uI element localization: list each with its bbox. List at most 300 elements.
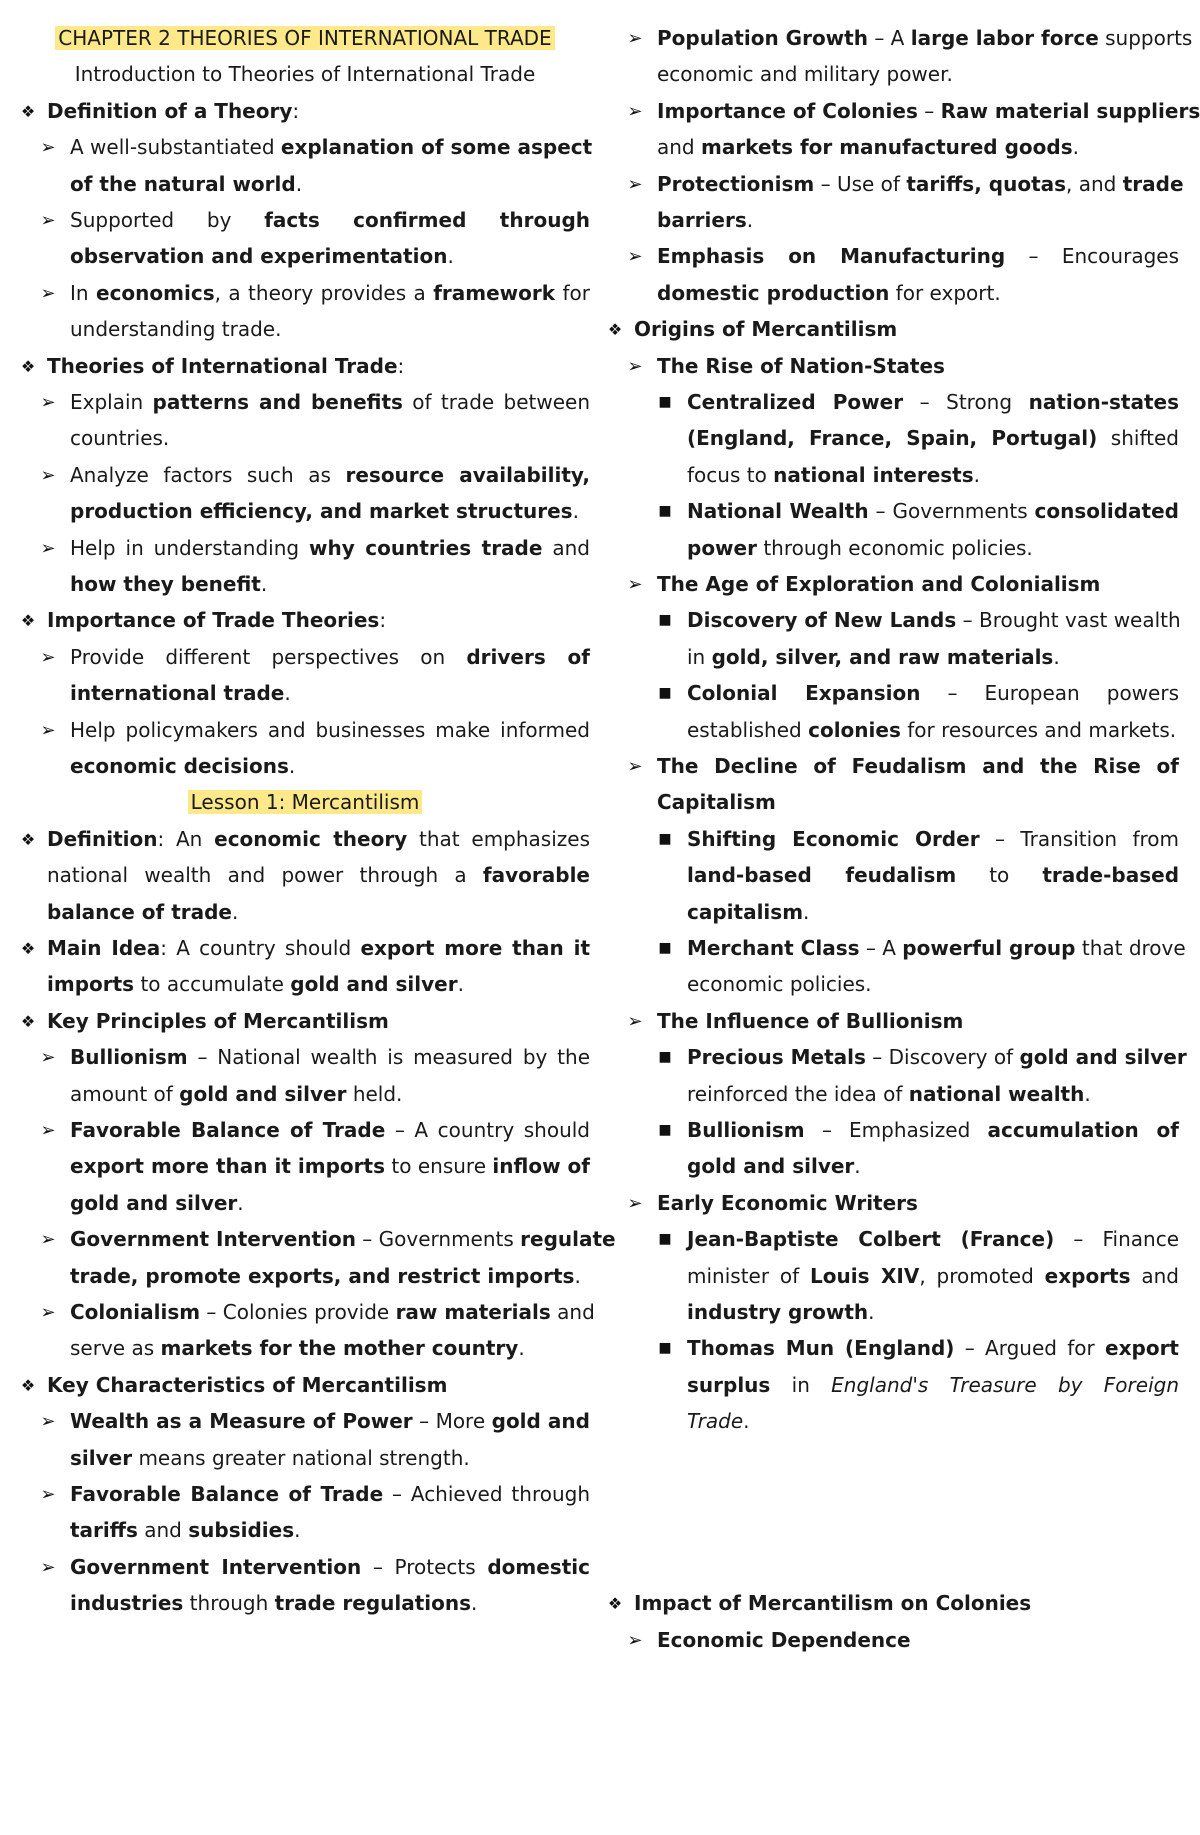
list-item <box>607 348 1179 385</box>
line-text <box>687 675 1179 712</box>
line-text <box>70 1440 590 1477</box>
arrow-bullet-icon: ➢ <box>40 392 56 413</box>
bold-text: inflow of <box>492 1154 590 1179</box>
text-run: to accumulate <box>134 972 291 997</box>
list-item <box>607 493 1179 530</box>
line-text <box>657 348 1179 385</box>
line-text <box>70 1549 590 1586</box>
text-run: – Use of <box>814 171 907 196</box>
bold-text: export <box>1105 1336 1179 1361</box>
bold-text: Capitalism <box>657 790 776 815</box>
bold-text: Importance of Colonies <box>657 98 918 123</box>
text-run: : A country should <box>160 936 361 960</box>
text-run: . <box>288 754 296 778</box>
list-item <box>607 1112 1179 1149</box>
text-run: . <box>471 1591 478 1616</box>
line-text <box>47 1367 590 1404</box>
list-item <box>607 1622 1179 1659</box>
line-text <box>687 530 1179 567</box>
line-text <box>70 384 590 421</box>
text-run: supports <box>1098 26 1193 50</box>
line-text <box>687 1221 1179 1258</box>
arrow-bullet-icon: ➢ <box>40 1229 56 1251</box>
line-text <box>687 1076 1179 1113</box>
list-item <box>20 275 590 312</box>
text-run: in <box>770 1372 832 1397</box>
list-item-continuation <box>607 129 1179 166</box>
bold-text: gold and silver <box>70 1190 238 1215</box>
line-text <box>47 857 590 894</box>
text-run: to ensure <box>384 1154 493 1179</box>
text-run: . <box>237 1190 244 1215</box>
list-item <box>607 566 1179 603</box>
bold-text: Wealth as a Measure of Power <box>70 1409 413 1434</box>
line-text <box>687 857 1179 894</box>
list-item-continuation <box>607 1258 1179 1295</box>
text-run: A well-substantiated <box>70 135 281 160</box>
text-run: . <box>294 1518 301 1543</box>
diamond-bullet-icon: ❖ <box>20 611 36 631</box>
arrow-bullet-icon: ➢ <box>40 1302 56 1323</box>
list-item-continuation <box>607 420 1179 457</box>
line-text <box>47 894 590 931</box>
list-item <box>20 202 590 239</box>
line-text <box>70 1258 590 1295</box>
bold-text: Economic Dependence <box>657 1627 911 1652</box>
italic-text: England's Treasure by Foreign <box>831 1372 1179 1397</box>
list-item-continuation <box>607 639 1179 676</box>
list-item <box>607 238 1179 275</box>
bold-text: gold and silver <box>1019 1045 1187 1070</box>
diamond-bullet-icon: ❖ <box>20 829 36 849</box>
bold-text: framework <box>433 280 556 305</box>
text-run: . <box>1053 644 1060 669</box>
bold-text: Main Idea <box>47 936 161 960</box>
line-text <box>687 602 1179 639</box>
bold-text: Favorable Balance of Trade <box>70 1482 384 1506</box>
bold-text: Emphasis on Manufacturing <box>657 244 1006 269</box>
square-bullet-icon: ■ <box>658 1231 672 1248</box>
bold-text: Protectionism <box>657 171 815 196</box>
bold-text: trade regulations <box>274 1591 472 1616</box>
list-item <box>20 384 590 421</box>
list-item <box>607 1221 1179 1258</box>
line-text <box>687 930 1186 967</box>
list-item <box>20 1549 590 1586</box>
text-run: : An <box>157 826 215 851</box>
bold-text: Definition <box>47 826 158 851</box>
text-run: , a theory provides a <box>214 280 434 305</box>
text-run: amount of <box>70 1081 180 1106</box>
list-item <box>607 748 1179 785</box>
diamond-bullet-icon: ❖ <box>20 1011 36 1031</box>
bold-text: raw materials <box>395 1300 551 1324</box>
list-item <box>607 1330 1179 1367</box>
list-item-continuation <box>607 275 1179 312</box>
line-text <box>657 784 1179 821</box>
bold-text: gold, silver, and raw materials <box>711 644 1054 669</box>
bold-text: The Decline of Feudalism and the Rise of <box>657 754 1179 778</box>
list-item <box>20 821 590 858</box>
text-run: reinforced the idea of <box>687 1081 909 1106</box>
text-run: and <box>1130 1263 1179 1288</box>
arrow-bullet-icon: ➢ <box>40 1411 56 1433</box>
arrow-bullet-icon: ➢ <box>40 282 56 304</box>
arrow-bullet-icon: ➢ <box>627 1010 643 1032</box>
arrow-bullet-icon: ➢ <box>627 100 643 122</box>
bold-text: resource availability, <box>345 462 590 487</box>
text-run: – A country should <box>385 1118 591 1142</box>
list-item <box>607 1003 1179 1040</box>
bold-text: Bullionism <box>687 1118 805 1142</box>
text-run: . <box>295 171 303 196</box>
text-run: . <box>447 244 454 269</box>
line-text <box>687 1403 1179 1440</box>
highlighted-heading <box>20 20 590 57</box>
line-text <box>70 1294 595 1331</box>
bold-text: Key Characteristics of Mercantilism <box>47 1372 448 1397</box>
list-item <box>20 1003 590 1040</box>
text-run: . <box>260 572 268 596</box>
text-run: and <box>542 535 590 560</box>
list-item <box>607 384 1179 421</box>
list-item-continuation <box>20 311 590 348</box>
text-run: Provide different perspectives on <box>70 644 467 669</box>
bold-text: silver <box>70 1445 133 1470</box>
line-text <box>70 566 590 603</box>
text-run: – A <box>867 26 911 50</box>
line-text <box>687 420 1179 457</box>
bold-text: Favorable Balance of Trade <box>70 1118 386 1142</box>
line-text <box>687 1367 1179 1404</box>
text-run: – Emphasized <box>804 1118 988 1142</box>
text-run: – Governments <box>355 1227 521 1252</box>
bold-text: land-based feudalism <box>687 863 957 888</box>
arrow-bullet-icon: ➢ <box>40 1120 56 1141</box>
list-item <box>20 639 590 676</box>
bold-text: Population Growth <box>657 26 868 50</box>
text-run: Lesson 1: Mercantilism <box>188 790 423 814</box>
text-run: – Achieved through <box>383 1482 591 1506</box>
text-run: CHAPTER 2 THEORIES OF INTERNATIONAL TRADE <box>55 26 554 50</box>
bold-text: The Influence of Bullionism <box>657 1008 964 1033</box>
square-bullet-icon: ■ <box>658 394 672 410</box>
arrow-bullet-icon: ➢ <box>40 137 56 159</box>
list-item <box>20 1367 590 1404</box>
bold-text: export more than it imports <box>70 1154 385 1179</box>
bold-text: economics <box>96 280 215 305</box>
text-run: . <box>284 681 291 706</box>
text-run: means greater national strength. <box>132 1445 470 1470</box>
line-text <box>70 712 590 749</box>
bold-text: Colonialism <box>70 1300 201 1324</box>
bold-text: Theories of International Trade <box>47 353 398 378</box>
list-item <box>607 20 1193 57</box>
square-bullet-icon: ■ <box>658 940 672 956</box>
line-text <box>70 1403 590 1440</box>
line-text <box>70 311 590 348</box>
list-item <box>20 348 590 385</box>
line-text <box>657 238 1179 275</box>
line-text <box>70 1185 590 1222</box>
text-run: . <box>1072 135 1079 160</box>
list-item-continuation <box>20 857 590 894</box>
line-text <box>687 639 1179 676</box>
text-run: . <box>1084 1081 1091 1106</box>
bold-text: (England, France, Spain, Portugal) <box>687 426 1098 451</box>
list-item <box>607 602 1179 639</box>
text-run: focus to <box>687 462 774 487</box>
line-text <box>657 275 1179 312</box>
list-item-continuation <box>20 1512 590 1549</box>
bold-text: domestic <box>487 1554 590 1579</box>
line-text <box>70 1476 590 1513</box>
arrow-bullet-icon: ➢ <box>627 355 643 377</box>
bold-text: tariffs, quotas <box>906 171 1067 196</box>
bold-text: Impact of Mercantilism on Colonies <box>634 1591 1032 1616</box>
bold-text: nation-states <box>1028 390 1180 414</box>
arrow-bullet-icon: ➢ <box>40 646 56 668</box>
list-item-continuation <box>20 1330 590 1367</box>
line-text <box>687 1330 1179 1367</box>
arrow-bullet-icon: ➢ <box>40 719 56 741</box>
text-run: . <box>457 972 464 997</box>
text-run: – Argued for <box>954 1336 1106 1361</box>
bold-text: power <box>687 535 757 560</box>
square-bullet-icon: ■ <box>658 503 672 520</box>
text-run: , promoted <box>919 1263 1045 1288</box>
bold-text: large labor force <box>910 26 1099 50</box>
list-item-continuation <box>20 966 590 1003</box>
bold-text: production efficiency, and market structures <box>70 499 573 524</box>
text-run: shifted <box>1097 426 1179 451</box>
arrow-bullet-icon: ➢ <box>627 246 643 268</box>
bold-text: Government Intervention <box>70 1554 362 1579</box>
diamond-bullet-icon: ❖ <box>607 320 623 340</box>
line-text <box>657 56 1179 93</box>
blank-line <box>607 1549 1179 1586</box>
line-text <box>47 1003 590 1040</box>
bold-text: capitalism <box>687 899 804 924</box>
line-text <box>70 1221 616 1258</box>
bold-text: subsidies <box>188 1518 295 1543</box>
text-run: – Strong <box>903 390 1029 414</box>
text-run: – Governments <box>868 499 1035 524</box>
list-item-continuation <box>20 238 590 275</box>
line-text <box>47 821 590 858</box>
arrow-bullet-icon: ➢ <box>40 1047 56 1069</box>
list-item-continuation <box>607 1403 1179 1440</box>
list-item-continuation <box>20 894 590 931</box>
line-text <box>657 202 1179 239</box>
text-run: of trade between <box>402 390 590 414</box>
text-run: – A <box>859 936 903 960</box>
arrow-bullet-icon: ➢ <box>627 574 643 595</box>
bold-text: Thomas Mun (England) <box>687 1336 955 1361</box>
line-text <box>70 129 593 166</box>
text-run: . <box>743 1409 750 1434</box>
blank-line <box>607 1440 1179 1477</box>
highlighted-heading <box>20 784 590 821</box>
bold-text: Early Economic Writers <box>657 1190 918 1215</box>
line-text <box>70 530 590 567</box>
text-run: minister of <box>687 1263 811 1288</box>
bold-text: National Wealth <box>687 499 869 524</box>
list-item-continuation <box>20 1076 590 1113</box>
text-run: for <box>555 280 590 305</box>
bold-text: Precious Metals <box>687 1045 866 1070</box>
text-run: – European powers <box>920 681 1179 706</box>
list-item-continuation <box>20 748 590 785</box>
text-run: : <box>292 98 300 123</box>
bold-text: industry growth <box>687 1300 869 1324</box>
text-run: Analyze factors such as <box>70 462 346 487</box>
bold-text: economic theory <box>214 826 408 851</box>
list-item <box>607 675 1179 712</box>
bold-text: Definition of a Theory <box>47 98 293 123</box>
square-bullet-icon: ■ <box>658 1122 672 1138</box>
text-run: . <box>854 1154 861 1179</box>
line-text <box>70 275 590 312</box>
square-bullet-icon: ■ <box>658 1340 672 1357</box>
line-text <box>687 457 1179 494</box>
bold-text: gold and silver <box>290 972 458 997</box>
bold-text: powerful group <box>902 936 1076 960</box>
line-text <box>687 384 1179 421</box>
text-run: serve as <box>70 1336 161 1361</box>
square-bullet-icon: ■ <box>658 612 672 629</box>
line-text <box>70 1512 590 1549</box>
text-run: . <box>803 899 810 924</box>
line-text <box>687 1148 1179 1185</box>
arrow-bullet-icon: ➢ <box>627 28 643 49</box>
list-item-continuation <box>607 1076 1179 1113</box>
text-run: . <box>574 1263 581 1288</box>
text-run: – More <box>412 1409 492 1434</box>
list-item <box>20 457 590 494</box>
line-text <box>657 20 1193 57</box>
bold-text: tariffs <box>70 1518 138 1543</box>
bold-text: Bullionism <box>70 1045 188 1070</box>
list-item-continuation <box>20 1258 590 1295</box>
text-run: – Encourages <box>1005 244 1179 269</box>
bold-text: international trade <box>70 681 285 706</box>
line-text <box>70 493 590 530</box>
text-run: – Brought vast wealth <box>956 608 1181 633</box>
list-item-continuation <box>607 1148 1179 1185</box>
list-item-continuation <box>607 202 1179 239</box>
text-run: – Discovery of <box>865 1045 1020 1070</box>
line-text <box>70 1112 590 1149</box>
list-item <box>20 602 590 639</box>
line-text <box>47 348 590 385</box>
bold-text: trade-based <box>1042 863 1180 888</box>
bold-text: Origins of Mercantilism <box>634 317 898 342</box>
bold-text: Centralized Power <box>687 390 904 414</box>
bold-text: colonies <box>808 717 901 742</box>
line-text <box>47 930 590 967</box>
arrow-bullet-icon: ➢ <box>40 1484 56 1505</box>
line-text <box>687 1294 1179 1331</box>
arrow-bullet-icon: ➢ <box>40 210 56 231</box>
text-run: Help policymakers and businesses make informed <box>70 717 590 742</box>
text-run: – Finance <box>1054 1227 1179 1252</box>
bold-text: of the natural world <box>70 171 296 196</box>
line-text <box>70 457 590 494</box>
text-run: economic policies. <box>687 972 872 997</box>
list-item-continuation <box>607 712 1179 749</box>
bold-text: accumulation of <box>987 1118 1179 1142</box>
list-item-continuation <box>20 675 590 712</box>
bold-text: observation and experimentation <box>70 244 448 269</box>
line-text <box>657 129 1179 166</box>
text-run: that emphasizes <box>407 826 590 851</box>
list-item <box>607 93 1200 130</box>
line-text <box>70 1148 590 1185</box>
text-run: : <box>379 608 387 633</box>
line-text <box>70 202 590 239</box>
list-item-continuation <box>607 56 1179 93</box>
bold-text: Colonial Expansion <box>687 681 921 706</box>
list-item <box>20 1403 590 1440</box>
text-run: – Protects <box>361 1554 488 1579</box>
bold-text: balance of trade <box>47 899 232 924</box>
text-run: established <box>687 717 809 742</box>
bold-text: consolidated <box>1034 499 1179 524</box>
subheading <box>20 56 590 93</box>
bold-text: trade, promote exports, and restrict imports <box>70 1263 575 1288</box>
list-item <box>607 930 1186 967</box>
line-text <box>657 1003 1179 1040</box>
text-run: held. <box>346 1081 403 1106</box>
list-item-continuation <box>20 1148 590 1185</box>
line-text <box>70 166 590 203</box>
list-item <box>607 1185 1179 1222</box>
bold-text: gold and silver <box>179 1081 347 1106</box>
text-run: countries. <box>70 426 170 451</box>
list-item-continuation <box>20 1185 590 1222</box>
line-text <box>47 602 590 639</box>
arrow-bullet-icon: ➢ <box>40 464 56 486</box>
bold-text: export more than it <box>360 936 591 960</box>
line-text <box>687 821 1179 858</box>
list-item-continuation <box>20 493 590 530</box>
line-text <box>687 1112 1179 1149</box>
arrow-bullet-icon: ➢ <box>627 756 643 777</box>
text-run: for export. <box>889 280 1001 305</box>
line-text <box>657 748 1179 785</box>
list-item-continuation <box>20 1440 590 1477</box>
list-item-continuation <box>607 457 1179 494</box>
list-item <box>20 1221 616 1258</box>
text-run: – Transition from <box>979 826 1179 851</box>
line-text <box>47 93 590 130</box>
text-run: In <box>70 280 96 305</box>
line-text <box>657 1622 1179 1659</box>
text-run: economic and military power. <box>657 62 953 87</box>
text-run: . <box>973 462 980 487</box>
line-text <box>70 639 590 676</box>
square-bullet-icon: ■ <box>658 830 672 847</box>
bold-text: markets for the mother country <box>160 1336 519 1361</box>
list-item <box>20 930 590 967</box>
bold-text: facts confirmed through <box>264 208 590 232</box>
text-run: Supported by <box>70 208 265 232</box>
bold-text: Merchant Class <box>687 936 860 960</box>
line-text <box>70 1330 590 1367</box>
list-item-continuation <box>20 566 590 603</box>
text-run: . <box>572 499 579 524</box>
